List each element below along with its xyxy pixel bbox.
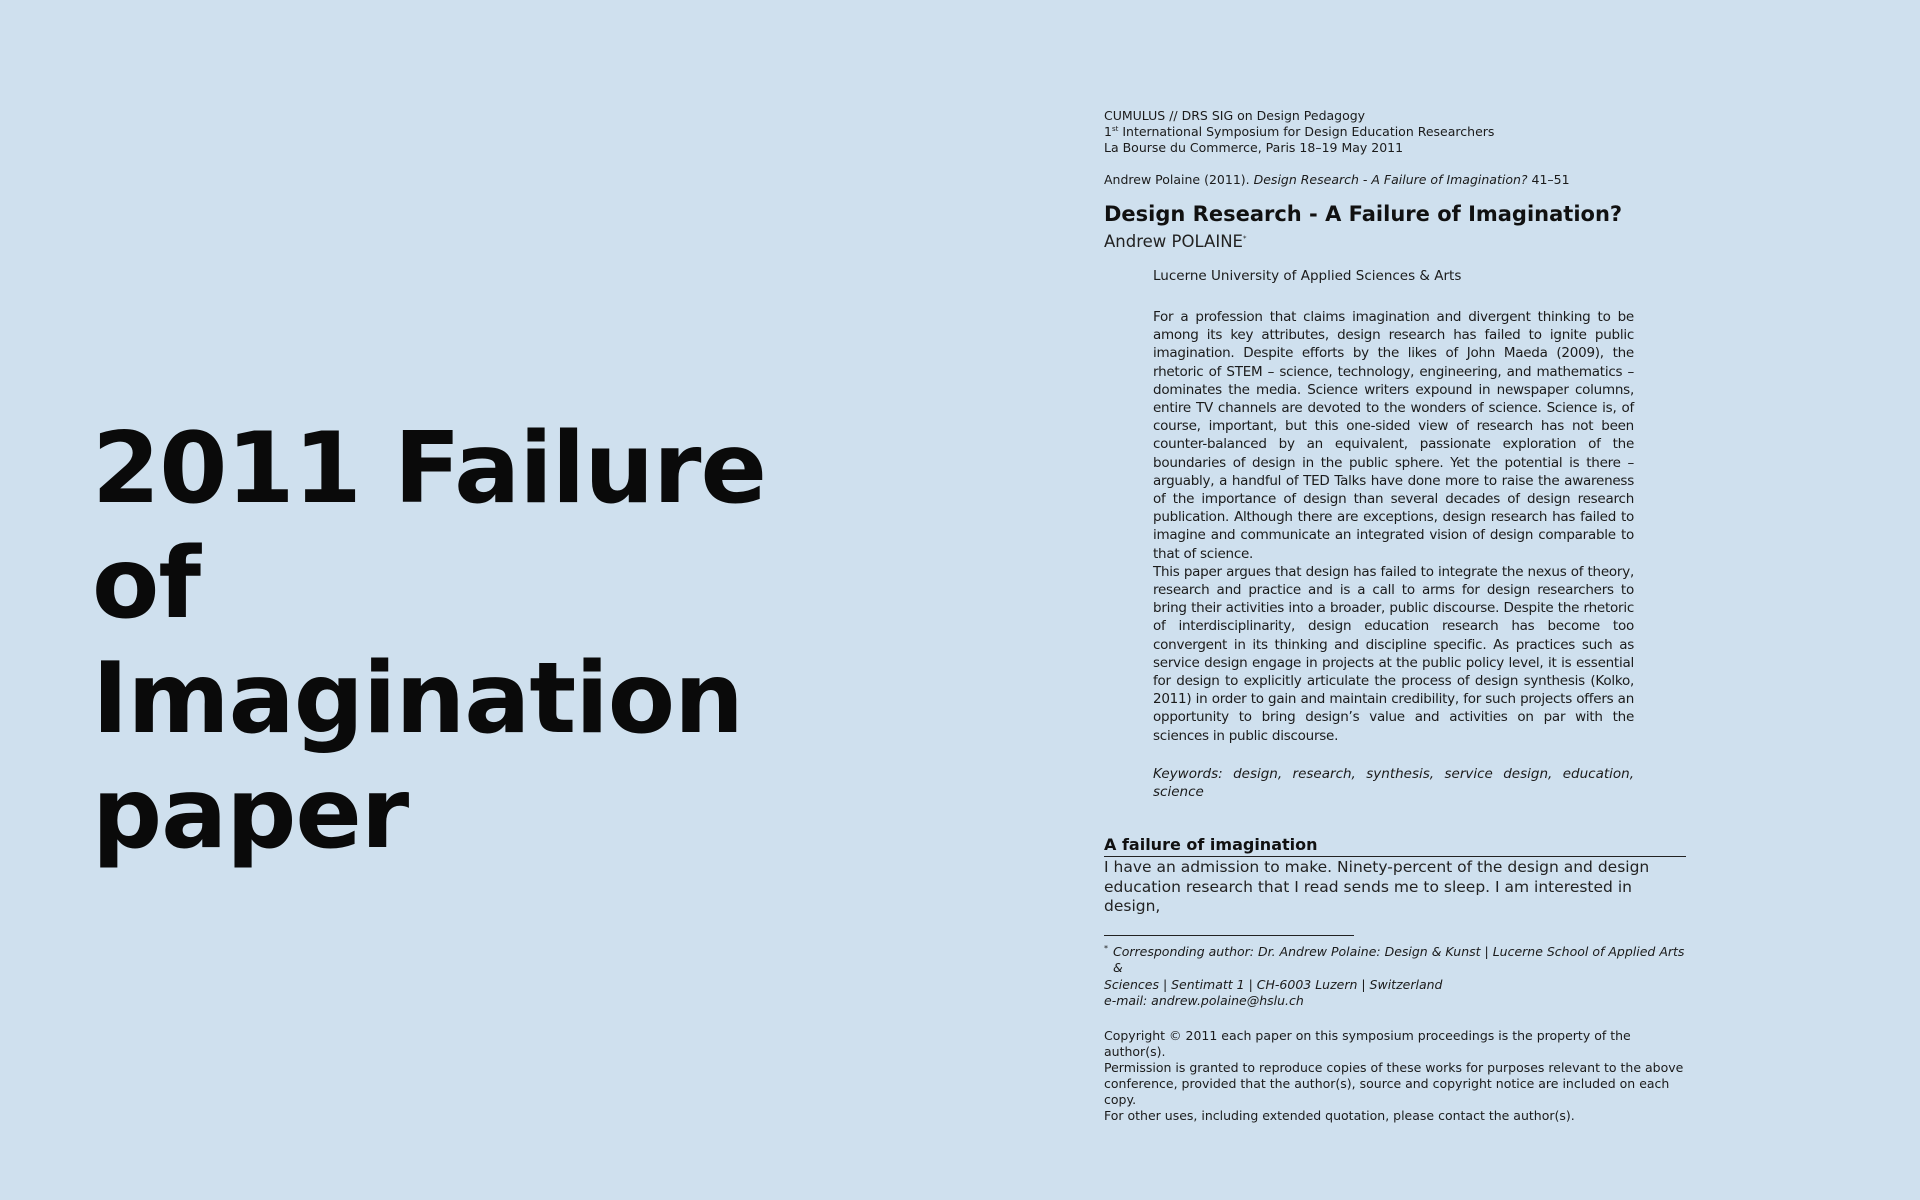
body-line-2: education research that I read sends me to sleep. I am interested in design,	[1104, 877, 1632, 916]
footnote-line-3: e-mail: andrew.polaine@hslu.ch	[1104, 993, 1304, 1009]
footnote-line-1: * Corresponding author: Dr. Andrew Polaine: Design & Kunst | Lucerne School of Applied Arts &	[1104, 943, 1685, 976]
abstract	[1153, 308, 1634, 745]
footnote-text-1: Corresponding author: Dr. Andrew Polaine: Design & Kunst | Lucerne School of Applied Arts &	[1113, 943, 1685, 976]
author-footnote-mark: *	[1242, 234, 1247, 243]
section-heading: A failure of imagination	[1104, 835, 1686, 857]
symposium-number: 1	[1104, 124, 1112, 139]
author-name: Andrew POLAINE	[1104, 232, 1243, 251]
citation-prefix: Andrew Polaine (2011).	[1104, 172, 1254, 187]
conference-header-line-1: CUMULUS // DRS SIG on Design Pedagogy	[1104, 108, 1366, 123]
copyright-notice	[1104, 1028, 1686, 1124]
affiliation: Lucerne University of Applied Sciences & Arts	[1153, 268, 1462, 284]
citation-title: Design Research - A Failure of Imagination?	[1253, 172, 1528, 187]
copyright-line-1: Copyright © 2011 each paper on this symposium proceedings is the property of the author(s).	[1104, 1027, 1631, 1059]
citation-pages: 41–51	[1527, 172, 1570, 187]
copyright-line-4: For other uses, including extended quotation, please contact the author(s).	[1104, 1107, 1575, 1123]
slide-title-line-2: Imagination	[92, 642, 743, 756]
body-text	[1104, 858, 1686, 917]
paper-title: Design Research - A Failure of Imagination?	[1104, 202, 1623, 226]
footnote	[1104, 944, 1686, 1010]
author-line	[1104, 231, 1686, 253]
slide-title-line-3: paper	[92, 757, 409, 871]
conference-header-line-2	[1104, 124, 1686, 140]
slide-title	[92, 412, 852, 872]
copyright-line-3: conference, provided that the author(s), source and copyright notice are included on each copy.	[1104, 1075, 1670, 1107]
paper-page	[1104, 108, 1686, 1124]
slide-title-line-1: 2011 Failure of	[92, 412, 766, 641]
body-line-1: I have an admission to make. Ninety-percent of the design and design	[1104, 858, 1650, 877]
footnote-line-2: Sciences | Sentimatt 1 | CH-6003 Luzern | Switzerland	[1104, 976, 1443, 992]
ordinal-suffix: st	[1111, 124, 1119, 133]
abstract-paragraph-1: For a profession that claims imagination and divergent thinking to be among its key attributes, design research has failed to ignite public imagination. Despite efforts by the likes of John Maeda (2009), the rhetoric of STEM – science, technology, engineering, and mathematics – dominates the media. Science writers expound in newspaper columns, entire TV channels are devoted to the wonders of science. Science is, of course, important, but this one-sided view of research has not been counter-balanced by an equivalent, passionate exploration of the boundaries of design in the public sphere. Yet the potential is there – arguably, a handful of TED Talks have done more to raise the awareness of the importance of design than several decades of design research publication. Although there are exceptions, design research has failed to imagine and communicate an integrated vision of design comparable to that of science.	[1153, 309, 1634, 562]
conference-header-line-3: La Bourse du Commerce, Paris 18–19 May 2011	[1104, 140, 1404, 155]
abstract-paragraph-2: This paper argues that design has failed to integrate the nexus of theory, research and practice and is a call to arms for design researchers to bring their activities into a broader, public discourse. Despite the rhetoric of interdisciplinarity, design education research has become too convergent in its thinking and discipline specific. As practices such as service design engage in projects at the public policy level, it is essential for design to explicitly articulate the process of design synthesis (Kolko, 2011) in order to gain and maintain credibility, for such projects offers an opportunity to bring design’s value and activities on par with the sciences in public discourse.	[1153, 563, 1634, 744]
conference-header	[1104, 108, 1686, 156]
symposium-name: International Symposium for Design Education Researchers	[1118, 124, 1495, 139]
citation	[1104, 172, 1686, 188]
footnote-divider	[1104, 935, 1354, 936]
copyright-line-2: Permission is granted to reproduce copies of these works for purposes relevant to the above	[1104, 1059, 1684, 1075]
keywords: Keywords: design, research, synthesis, service design, education, science	[1153, 765, 1634, 801]
